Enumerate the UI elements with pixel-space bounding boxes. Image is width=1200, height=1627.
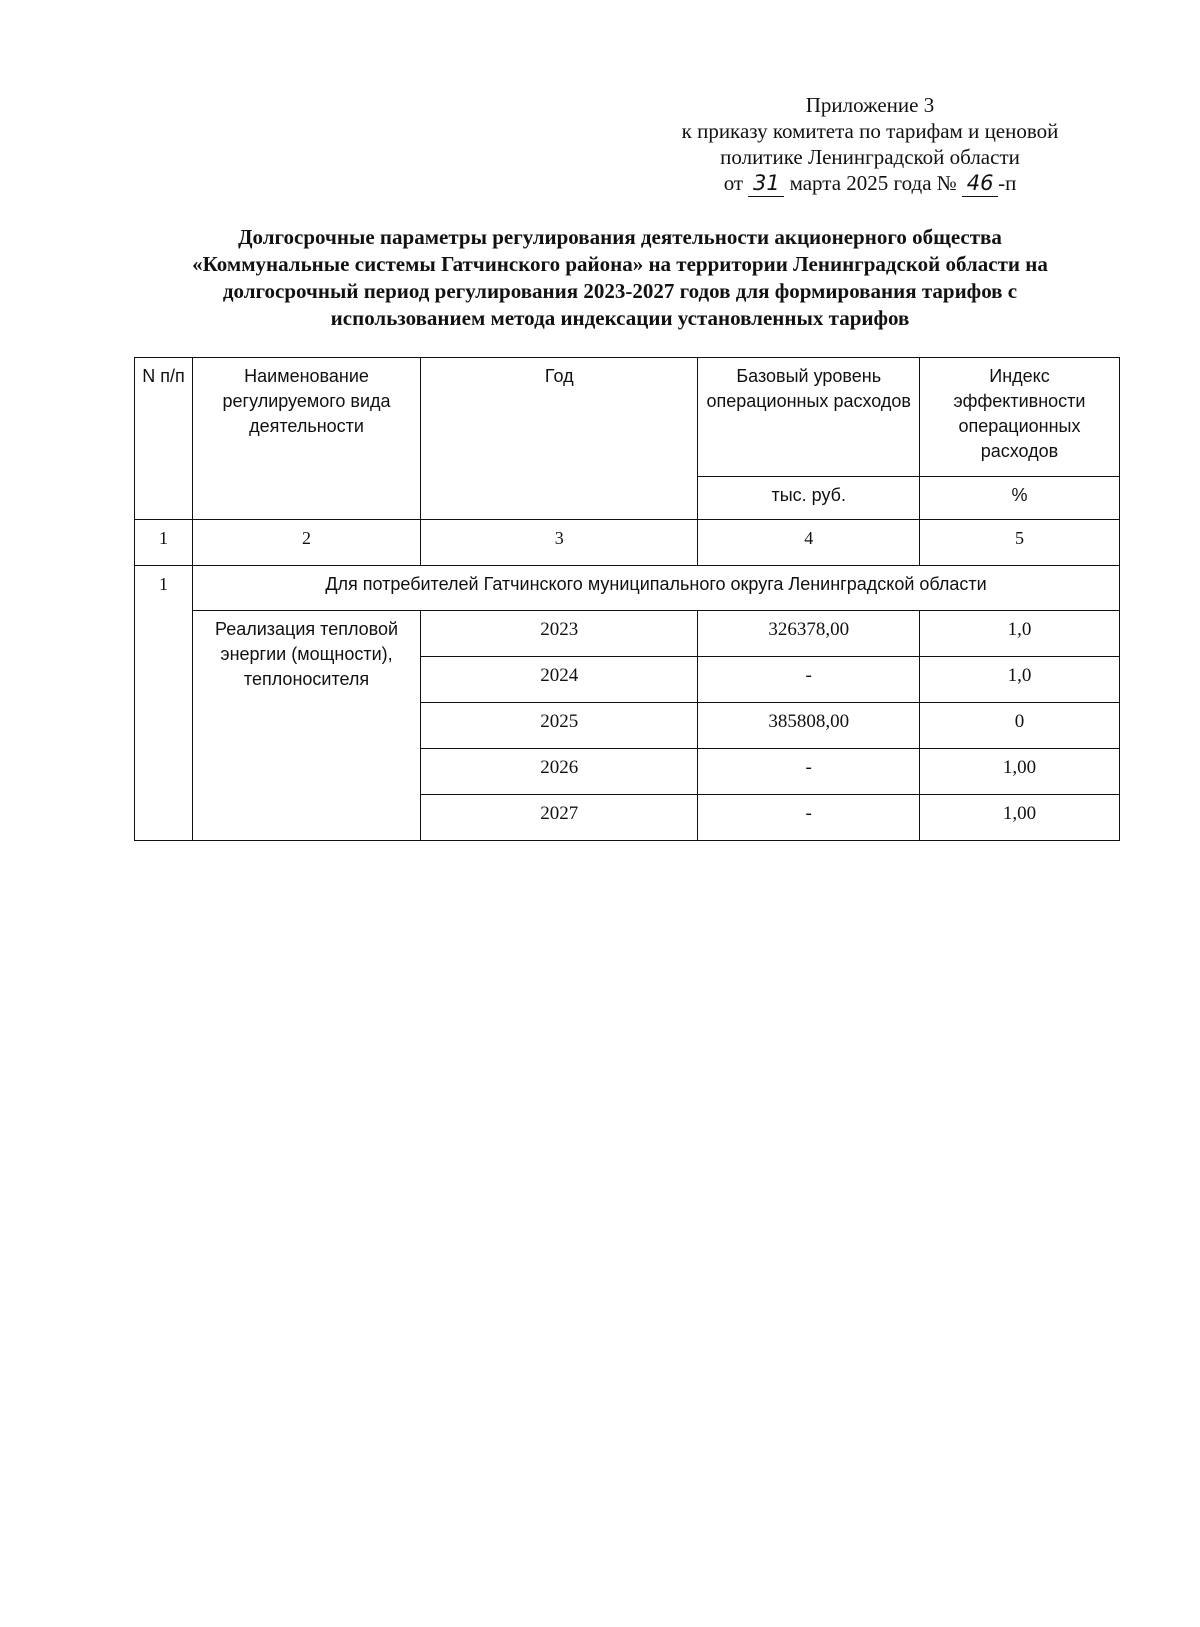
group-row [135,566,1120,611]
header-number: N п/п [135,358,193,520]
appendix-authority: политике Ленинградской области [720,145,1020,169]
year-cell: 2025 [421,703,698,749]
order-number-handwritten: 46 [962,170,998,197]
order-suffix: -п [998,171,1017,195]
index-cell: 1,0 [919,657,1119,703]
year-cell: 2024 [421,657,698,703]
base-level-cell: 385808,00 [698,703,920,749]
base-level-cell: - [698,795,920,841]
table-header-row [135,358,1120,477]
index-cell: 1,00 [919,795,1119,841]
column-number: 2 [193,520,421,566]
header-efficiency-index: Индекс эффективности операционных расходов [919,358,1119,477]
table-row [135,611,1120,657]
header-base-level: Базовый уровень операционных расходов [698,358,920,477]
base-level-cell: - [698,657,920,703]
column-number: 1 [135,520,193,566]
appendix-date-line [600,170,1140,197]
group-number: 1 [135,566,193,841]
index-cell: 0 [919,703,1119,749]
date-day-handwritten: 31 [748,170,784,197]
group-label: Для потребителей Гатчинского муниципального округа Ленинградской области [193,566,1120,611]
year-cell: 2027 [421,795,698,841]
year-cell: 2023 [421,611,698,657]
date-middle: марта 2025 года № [789,171,957,195]
index-cell: 1,00 [919,749,1119,795]
date-prefix: от [723,171,744,195]
activity-name: Реализация тепловой энергии (мощности), теплоносителя [193,611,421,841]
unit-base-level: тыс. руб. [698,477,920,520]
title-line: долгосрочный период регулирования 2023-2027 годов для формирования тарифов с [222,279,1018,303]
title-line: «Коммунальные системы Гатчинского района» на территории Ленинградской области на [192,252,1048,276]
column-number: 3 [421,520,698,566]
unit-efficiency-index: % [919,477,1119,520]
base-level-cell: 326378,00 [698,611,920,657]
index-cell: 1,0 [919,611,1119,657]
column-numbers-row [135,520,1120,566]
appendix-order-ref: к приказу комитета по тарифам и ценовой [681,119,1059,143]
document-title [100,224,1140,332]
appendix-number: Приложение 3 [805,93,935,117]
header-year: Год [421,358,698,520]
year-cell: 2026 [421,749,698,795]
header-activity: Наименование регулируемого вида деятельности [193,358,421,520]
title-line: Долгосрочные параметры регулирования деятельности акционерного общества [238,225,1002,249]
column-number: 4 [698,520,920,566]
column-number: 5 [919,520,1119,566]
title-line: использованием метода индексации установленных тарифов [330,306,910,330]
parameters-table [134,357,1120,841]
appendix-header [600,92,1140,197]
base-level-cell: - [698,749,920,795]
